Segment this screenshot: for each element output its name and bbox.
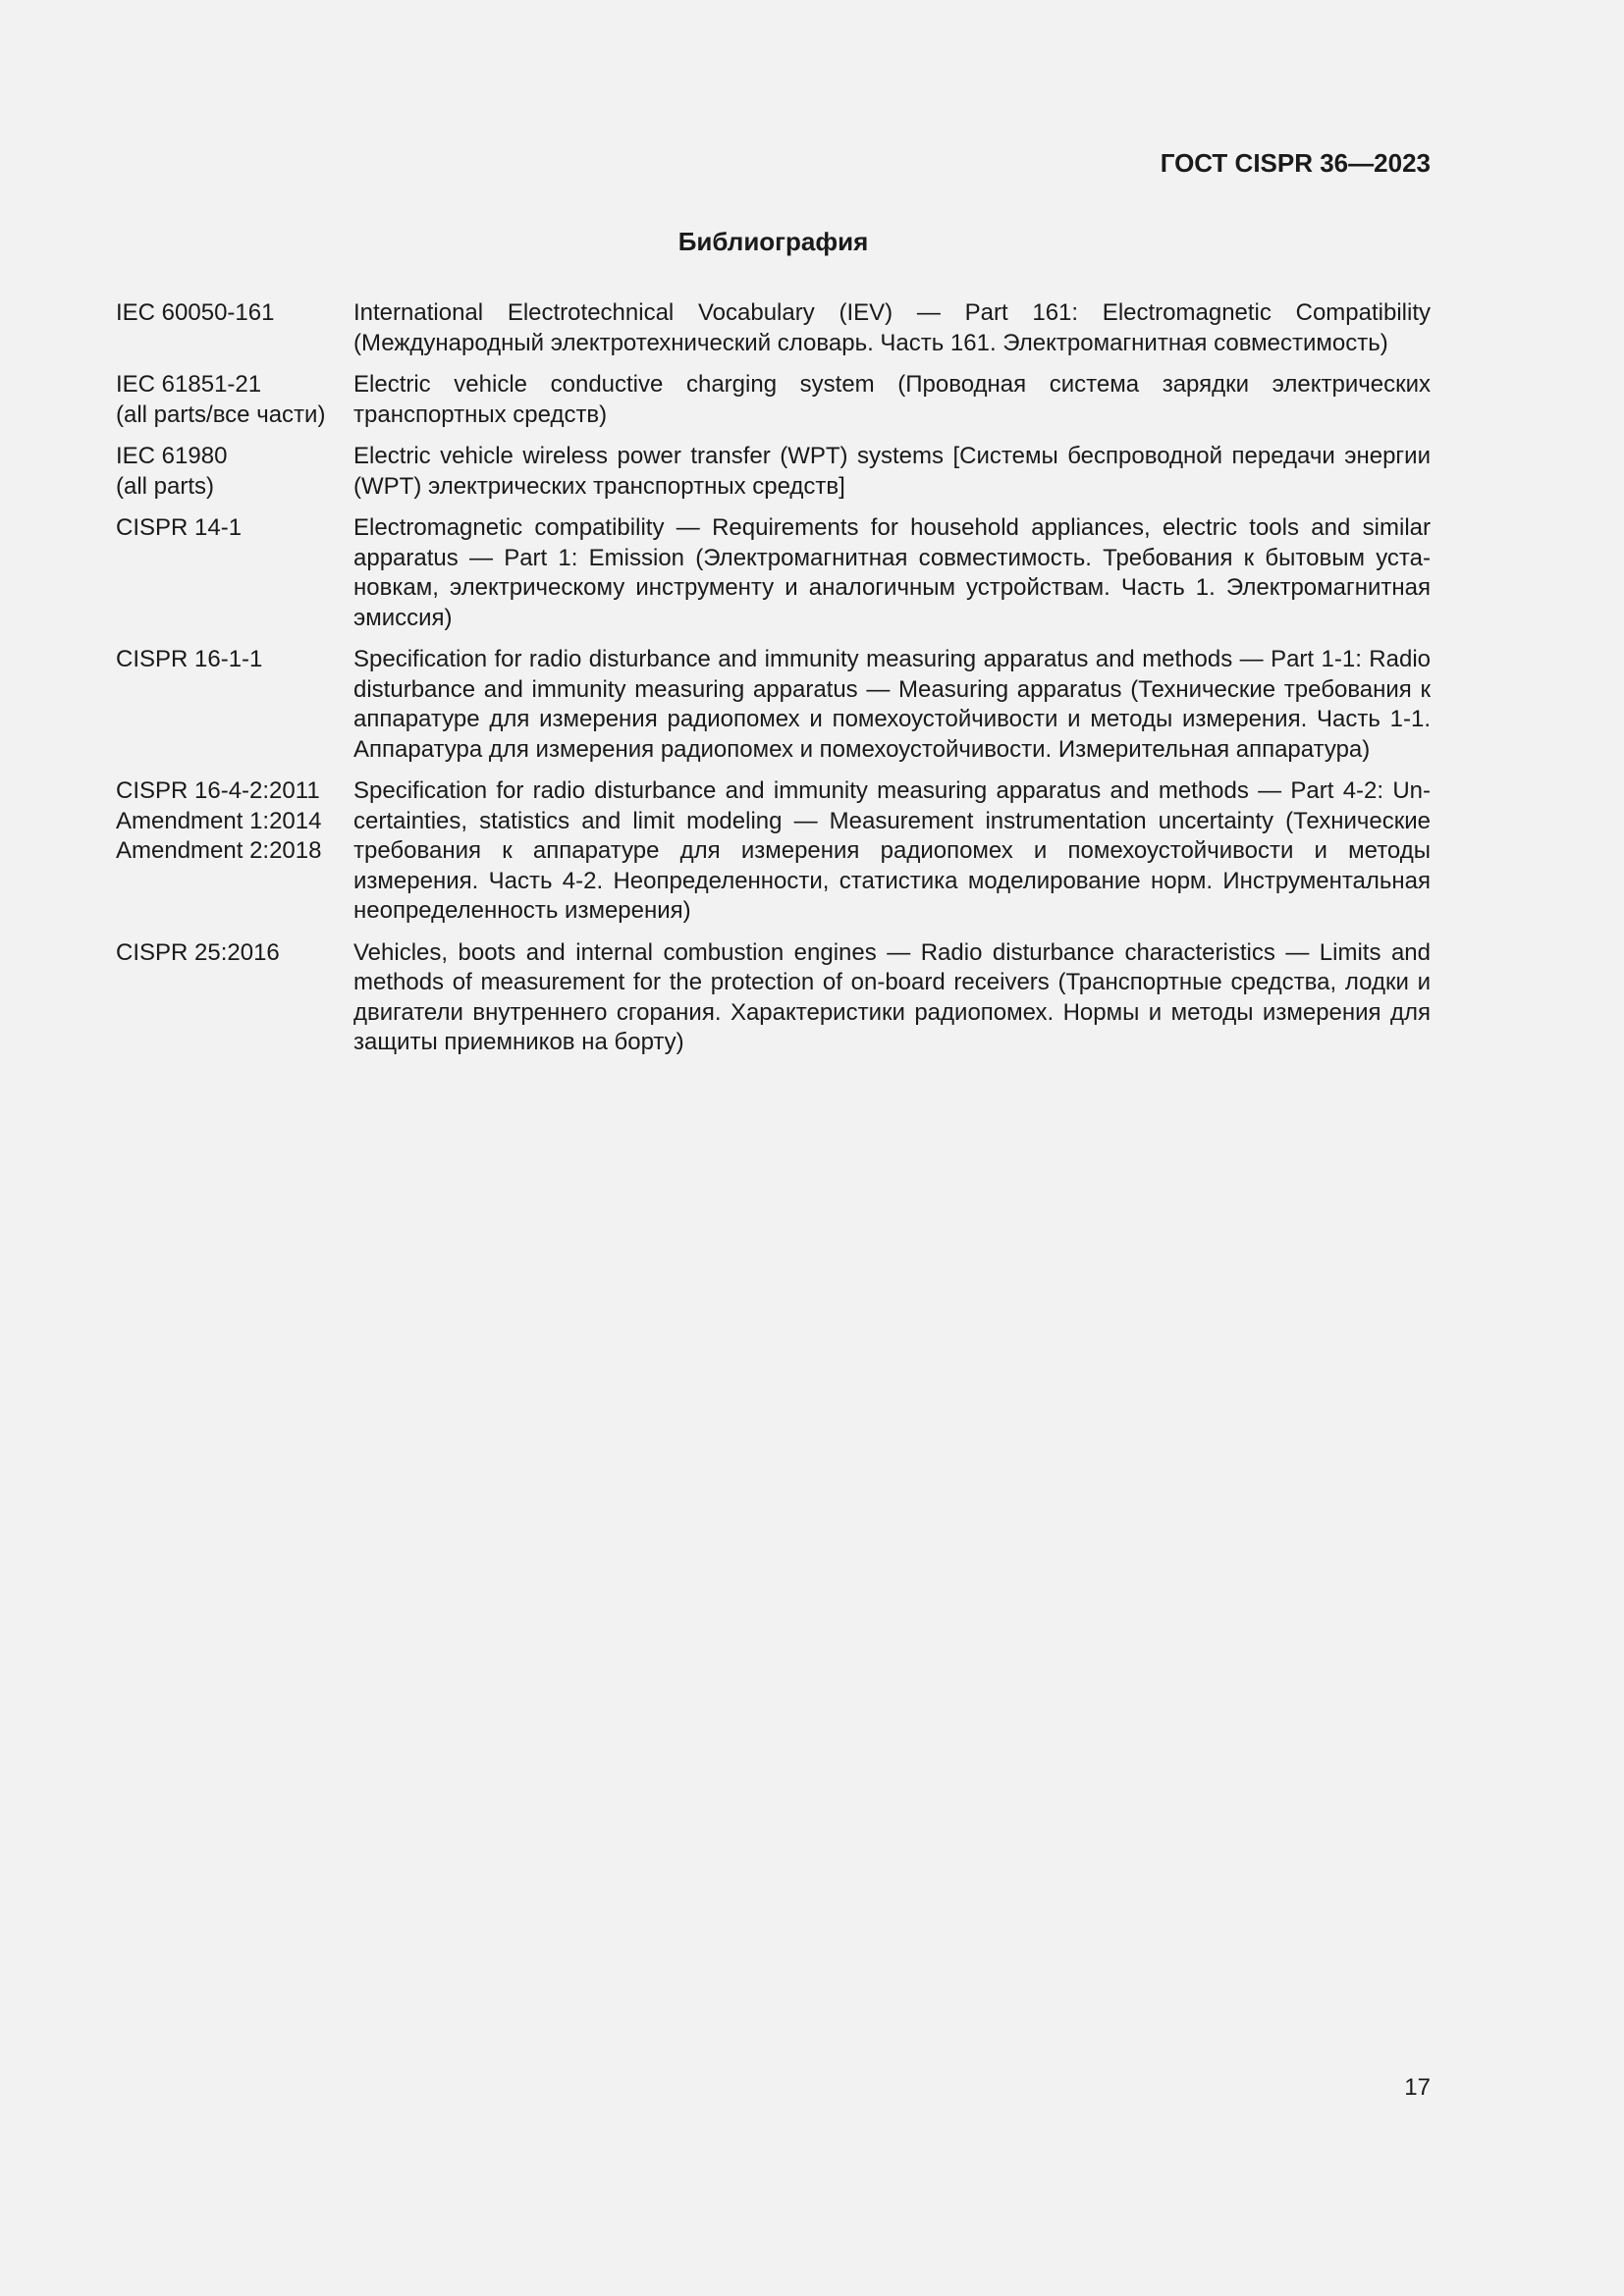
page-number: 17 <box>1404 2074 1431 2101</box>
bibliography-entry <box>116 513 1431 633</box>
bibliography-description: Electromagnetic compatibility — Requirements for household appliances, electric tools and similar apparatus — Part 1: Emission (Электромагнитная совместимость. Требования к бытовым установкам, электрическому инструменту и аналогичным устройствам. Часть 1. Электромагнитная эмиссия) <box>353 514 1431 631</box>
bibliography-description: Electric vehicle conductive charging system (Проводная система зарядки электрических транспортных средств) <box>353 371 1431 428</box>
section-title: Библиография <box>677 227 869 256</box>
bibliography-description: International Electrotechnical Vocabulary (IEV) — Part 161: Electromagnetic Compatibility (Международный электротехнический словарь. Часть 161. Электромагнитная совместимость) <box>353 299 1431 356</box>
bibliography-reference-id: IEC 61980 (all parts) <box>116 443 228 500</box>
bibliography-reference-id: CISPR 16-1-1 <box>116 646 263 672</box>
bibliography-entry <box>116 776 1431 927</box>
bibliography-description: Electric vehicle wireless power transfer (WPT) systems [Системы беспроводной передачи энергии (WPT) электрических транспортных средств] <box>353 443 1431 500</box>
bibliography-entry <box>116 298 1431 358</box>
document-header-standard-id: ГОСТ CISPR 36—2023 <box>1160 148 1431 178</box>
bibliography-entry <box>116 938 1431 1058</box>
bibliography-reference-id: CISPR 16-4-2:2011 Amendment 1:2014 Amendment 2:2018 <box>116 777 322 864</box>
bibliography-description: Specification for radio disturbance and immunity measuring apparatus and methods — Part 4-2: Uncertainties, statistics and limit modeling — Measurement instrumentation uncertainty (Технические требования к аппаратуре для измерения радиопомех и помехоустойчивости и методы измерения. Часть 4-2. Неопределенности, статистика моделирование норм. Инструментальная неопределенность измерения) <box>353 777 1431 924</box>
bibliography-entry <box>116 370 1431 430</box>
bibliography-list <box>116 298 1431 1070</box>
bibliography-reference-id: CISPR 25:2016 <box>116 938 280 966</box>
bibliography-entry <box>116 442 1431 502</box>
bibliography-reference-id: IEC 60050-161 <box>116 299 275 326</box>
bibliography-description: Vehicles, boots and internal combustion engines — Radio disturbance characteristics — Limits and methods of measurement for the protection of on-board receivers (Транспортные средства, лодки и двигатели внутреннего сгорания. Характеристики радиопомех. Нормы и методы измерения для защиты приемников на борту) <box>353 938 1431 1055</box>
bibliography-entry <box>116 645 1431 765</box>
bibliography-description: Specification for radio disturbance and immunity measuring apparatus and methods — Part 1-1: Radio disturbance and immunity measuring apparatus — Measuring apparatus (Технические требования к аппаратуре для измерения радиопомех и помехоустойчивости и методы измерения. Часть 1-1. Аппаратура для измерения радиопомех и помехоустойчивости. Измерительная аппаратура) <box>353 646 1431 763</box>
bibliography-reference-id: IEC 61851-21 (all parts/все части) <box>116 371 326 428</box>
bibliography-reference-id: CISPR 14-1 <box>116 514 243 541</box>
